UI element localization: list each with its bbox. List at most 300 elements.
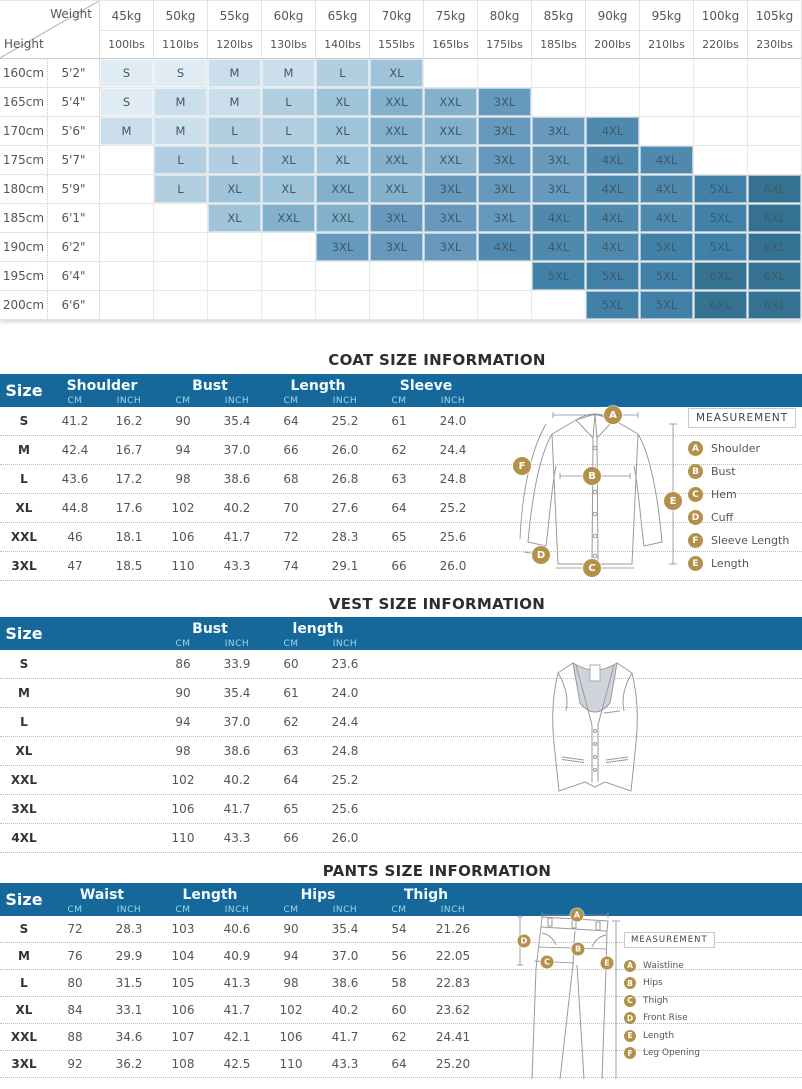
size-cell: XXL	[262, 204, 316, 233]
unit-cm-label: CM	[175, 638, 191, 649]
size-cell: 4XL	[532, 204, 586, 233]
size-cell: 3XL	[478, 117, 532, 146]
weight-lbs-header: 185lbs	[532, 31, 586, 59]
value-cell: 35.4	[223, 686, 251, 700]
weight-lbs-header: 210lbs	[640, 31, 694, 59]
legend-item	[688, 437, 802, 460]
empty-cell	[748, 146, 802, 175]
height-ft-label: 6'4"	[48, 262, 100, 291]
size-cell: 4XL	[586, 117, 640, 146]
vest-diagram	[540, 651, 650, 801]
size-matrix	[0, 0, 802, 320]
weight-kg-header: 80kg	[478, 1, 532, 31]
size-cell: XXL	[316, 204, 370, 233]
size-cell: 6XL	[694, 291, 748, 320]
height-ft-label: 5'7"	[48, 146, 100, 175]
size-cell: 3XL	[478, 88, 532, 117]
empty-cell	[586, 88, 640, 117]
empty-cell	[316, 262, 370, 291]
measure-badge-bust: B	[583, 467, 601, 485]
size-column-header: Size	[5, 624, 43, 643]
unit-inch-label: INCH	[224, 638, 250, 649]
empty-cell	[316, 291, 370, 320]
value-cell: 40.2	[331, 1003, 359, 1017]
value-cell: 104	[171, 949, 195, 963]
value-cell: 28.3	[115, 922, 143, 936]
coat-legend-items	[688, 437, 802, 575]
value-cell: 22.05	[435, 949, 471, 963]
value-cell: 25.6	[439, 530, 467, 544]
value-cell: 84	[67, 1003, 83, 1017]
value-cell: 41.3	[223, 976, 251, 990]
weight-kg-header: 45kg	[100, 1, 154, 31]
measure-badge-waistline: A	[571, 909, 584, 922]
weight-lbs-header: 120lbs	[208, 31, 262, 59]
value-cell: 76	[67, 949, 83, 963]
unit-cm-label: CM	[67, 395, 83, 406]
height-cm-label: 190cm	[0, 233, 48, 262]
value-cell: 41.7	[223, 802, 251, 816]
row-size-label: 4XL	[11, 831, 37, 845]
value-cell: 24.0	[331, 686, 359, 700]
size-cell: L	[208, 117, 262, 146]
height-cm-label: 195cm	[0, 262, 48, 291]
size-cell: M	[154, 117, 208, 146]
unit-cm-label: CM	[175, 904, 191, 915]
value-cell: 46	[67, 530, 83, 544]
height-cm-label: 185cm	[0, 204, 48, 233]
size-cell: 3XL	[532, 146, 586, 175]
height-ft-label: 6'2"	[48, 233, 100, 262]
size-cell: XL	[316, 146, 370, 175]
pants-measurement-diagram	[512, 909, 802, 1089]
legend-item	[688, 460, 802, 483]
value-cell: 38.6	[331, 976, 359, 990]
size-cell: 3XL	[532, 175, 586, 204]
empty-cell	[100, 262, 154, 291]
size-cell: 3XL	[424, 204, 478, 233]
size-cell: 6XL	[748, 175, 802, 204]
value-cell: 25.2	[439, 501, 467, 515]
unit-inch-label: INCH	[440, 904, 466, 915]
empty-cell	[208, 262, 262, 291]
table-row	[0, 679, 802, 708]
value-cell: 24.8	[439, 472, 467, 486]
empty-cell	[694, 146, 748, 175]
value-cell: 63	[391, 472, 407, 486]
value-cell: 103	[171, 922, 195, 936]
empty-cell	[586, 59, 640, 88]
value-cell: 42.1	[223, 1030, 251, 1044]
value-cell: 40.2	[223, 501, 251, 515]
row-size-label: L	[20, 472, 28, 486]
unit-inch-label: INCH	[332, 904, 358, 915]
value-cell: 42.4	[61, 443, 89, 457]
value-cell: 56	[391, 949, 407, 963]
empty-cell	[370, 291, 424, 320]
size-cell: 3XL	[370, 204, 424, 233]
size-cell: 6XL	[748, 204, 802, 233]
weight-kg-header: 65kg	[316, 1, 370, 31]
row-size-label: XL	[15, 744, 33, 758]
pants-legend-title: MEASUREMENT	[624, 932, 715, 948]
value-cell: 64	[391, 501, 407, 515]
value-cell: 62	[391, 443, 407, 457]
coat-header-bar	[0, 374, 802, 407]
size-cell: 3XL	[316, 233, 370, 262]
measure-key-badge: F	[688, 533, 703, 548]
value-cell: 98	[175, 472, 191, 486]
unit-inch-label: INCH	[224, 904, 250, 915]
group-header: Waist	[79, 886, 125, 903]
value-cell: 37.0	[223, 715, 251, 729]
table-row	[0, 824, 802, 853]
value-cell: 47	[67, 559, 83, 573]
empty-cell	[262, 262, 316, 291]
group-header: Sleeve	[399, 377, 453, 394]
height-axis-label: Height	[4, 37, 44, 51]
unit-inch-label: INCH	[332, 638, 358, 649]
size-cell: L	[262, 117, 316, 146]
coat-legend	[688, 406, 802, 575]
size-cell: 6XL	[748, 291, 802, 320]
measure-badge-length: E	[601, 957, 614, 970]
value-cell: 62	[391, 1030, 407, 1044]
weight-axis-label: Weight	[50, 7, 92, 21]
vest-title: VEST SIZE INFORMATION	[328, 595, 546, 613]
value-cell: 43.3	[223, 831, 251, 845]
empty-cell	[424, 59, 478, 88]
value-cell: 26.8	[331, 472, 359, 486]
measure-key-badge: D	[688, 510, 703, 525]
weight-lbs-header: 100lbs	[100, 31, 154, 59]
height-cm-label: 170cm	[0, 117, 48, 146]
unit-inch-label: INCH	[116, 904, 142, 915]
height-ft-label: 6'6"	[48, 291, 100, 320]
value-cell: 40.2	[223, 773, 251, 787]
table-row	[0, 795, 802, 824]
row-size-label: L	[20, 715, 28, 729]
value-cell: 90	[175, 414, 191, 428]
measure-key-badge: A	[624, 960, 636, 972]
value-cell: 64	[283, 414, 299, 428]
value-cell: 107	[171, 1030, 195, 1044]
value-cell: 43.6	[61, 472, 89, 486]
row-size-label: XL	[15, 1003, 33, 1017]
pants-legend-items	[624, 957, 802, 1062]
value-cell: 42.5	[223, 1057, 251, 1071]
size-cell: XXL	[370, 117, 424, 146]
value-cell: 58	[391, 976, 407, 990]
empty-cell	[262, 233, 316, 262]
row-size-label: M	[18, 686, 30, 700]
weight-kg-header: 85kg	[532, 1, 586, 31]
group-header: Thigh	[403, 886, 449, 903]
value-cell: 110	[171, 831, 195, 845]
unit-inch-label: INCH	[440, 395, 466, 406]
legend-item	[624, 975, 802, 993]
size-cell: M	[100, 117, 154, 146]
empty-cell	[370, 262, 424, 291]
legend-label: Thigh	[643, 995, 669, 1006]
weight-kg-header: 100kg	[694, 1, 748, 31]
measure-key-badge: E	[624, 1030, 636, 1042]
value-cell: 16.2	[115, 414, 143, 428]
unit-inch-label: INCH	[224, 395, 250, 406]
value-cell: 23.62	[435, 1003, 471, 1017]
coat-drawing	[490, 404, 690, 580]
value-cell: 25.2	[331, 773, 359, 787]
empty-cell	[100, 146, 154, 175]
value-cell: 43.3	[331, 1057, 359, 1071]
value-cell: 72	[67, 922, 83, 936]
value-cell: 25.6	[331, 802, 359, 816]
weight-lbs-header: 175lbs	[478, 31, 532, 59]
weight-kg-header: 75kg	[424, 1, 478, 31]
weight-lbs-header: 140lbs	[316, 31, 370, 59]
size-cell: 4XL	[478, 233, 532, 262]
value-cell: 60	[391, 1003, 407, 1017]
value-cell: 24.4	[439, 443, 467, 457]
size-cell: 4XL	[532, 233, 586, 262]
value-cell: 24.4	[331, 715, 359, 729]
weight-kg-header: 50kg	[154, 1, 208, 31]
size-cell: XXL	[370, 146, 424, 175]
size-cell: XXL	[316, 175, 370, 204]
value-cell: 18.5	[115, 559, 143, 573]
size-cell: M	[262, 59, 316, 88]
value-cell: 40.9	[223, 949, 251, 963]
value-cell: 102	[279, 1003, 303, 1017]
value-cell: 110	[279, 1057, 303, 1071]
size-column-header: Size	[5, 381, 43, 400]
size-cell: 4XL	[586, 204, 640, 233]
value-cell: 64	[391, 1057, 407, 1071]
size-cell: S	[100, 59, 154, 88]
unit-cm-label: CM	[175, 395, 191, 406]
height-ft-label: 5'9"	[48, 175, 100, 204]
table-row	[0, 766, 802, 795]
size-cell: 4XL	[586, 175, 640, 204]
unit-cm-label: CM	[283, 395, 299, 406]
value-cell: 90	[175, 686, 191, 700]
size-cell: 5XL	[640, 291, 694, 320]
size-cell: S	[100, 88, 154, 117]
size-cell: M	[154, 88, 208, 117]
pants-drawing	[512, 909, 642, 1089]
value-cell: 37.0	[223, 443, 251, 457]
weight-kg-header: 55kg	[208, 1, 262, 31]
pants-legend	[624, 927, 802, 1062]
value-cell: 106	[171, 1003, 195, 1017]
size-cell: 5XL	[640, 262, 694, 291]
measure-key-badge: B	[624, 977, 636, 989]
coat-legend-title: MEASUREMENT	[688, 408, 796, 428]
value-cell: 23.6	[331, 657, 359, 671]
size-cell: XL	[370, 59, 424, 88]
value-cell: 26.0	[331, 831, 359, 845]
legend-label: Length	[711, 557, 749, 570]
value-cell: 26.0	[331, 443, 359, 457]
measure-badge-thigh: C	[541, 956, 554, 969]
size-cell: XXL	[424, 146, 478, 175]
measure-badge-hips: B	[572, 943, 585, 956]
size-cell: L	[208, 146, 262, 175]
pants-section	[0, 853, 802, 1078]
group-header: length	[292, 620, 344, 637]
size-cell: 4XL	[640, 146, 694, 175]
legend-label: Hem	[711, 488, 737, 501]
size-cell: XL	[262, 146, 316, 175]
value-cell: 21.26	[435, 922, 471, 936]
empty-cell	[694, 88, 748, 117]
empty-cell	[532, 59, 586, 88]
height-cm-label: 160cm	[0, 59, 48, 88]
value-cell: 66	[391, 559, 407, 573]
value-cell: 94	[175, 715, 191, 729]
row-size-label: 3XL	[11, 802, 37, 816]
measure-key-badge: A	[688, 441, 703, 456]
value-cell: 33.1	[115, 1003, 143, 1017]
value-cell: 36.2	[115, 1057, 143, 1071]
coat-title: COAT SIZE INFORMATION	[328, 351, 546, 369]
value-cell: 31.5	[115, 976, 143, 990]
value-cell: 66	[283, 443, 299, 457]
size-cell: XL	[262, 175, 316, 204]
size-cell: 6XL	[748, 262, 802, 291]
legend-label: Leg Opening	[643, 1048, 700, 1059]
height-ft-label: 5'2"	[48, 59, 100, 88]
weight-lbs-header: 220lbs	[694, 31, 748, 59]
empty-cell	[478, 291, 532, 320]
value-cell: 28.3	[331, 530, 359, 544]
height-cm-label: 175cm	[0, 146, 48, 175]
row-size-label: S	[19, 414, 29, 428]
row-size-label: XL	[15, 501, 33, 515]
empty-cell	[532, 291, 586, 320]
value-cell: 25.20	[435, 1057, 471, 1071]
legend-label: Cuff	[711, 511, 734, 524]
size-cell: 3XL	[424, 175, 478, 204]
row-size-label: XXL	[10, 1030, 38, 1044]
empty-cell	[748, 117, 802, 146]
weight-lbs-header: 130lbs	[262, 31, 316, 59]
size-cell: L	[262, 88, 316, 117]
value-cell: 25.2	[331, 414, 359, 428]
size-cell: 5XL	[640, 233, 694, 262]
row-size-label: L	[20, 976, 28, 990]
row-size-label: 3XL	[11, 1057, 37, 1071]
value-cell: 80	[67, 976, 83, 990]
weight-lbs-header: 200lbs	[586, 31, 640, 59]
value-cell: 24.8	[331, 744, 359, 758]
empty-cell	[154, 204, 208, 233]
value-cell: 38.6	[223, 472, 251, 486]
value-cell: 63	[283, 744, 299, 758]
value-cell: 105	[171, 976, 195, 990]
value-cell: 34.6	[115, 1030, 143, 1044]
row-size-label: XXL	[10, 530, 38, 544]
empty-cell	[154, 262, 208, 291]
size-cell: 6XL	[694, 262, 748, 291]
value-cell: 74	[283, 559, 299, 573]
value-cell: 98	[175, 744, 191, 758]
value-cell: 92	[67, 1057, 83, 1071]
value-cell: 43.3	[223, 559, 251, 573]
group-header: Shoulder	[66, 377, 138, 394]
weight-kg-header: 70kg	[370, 1, 424, 31]
size-cell: XXL	[370, 175, 424, 204]
height-ft-label: 6'1"	[48, 204, 100, 233]
value-cell: 41.7	[223, 1003, 251, 1017]
size-cell: 4XL	[586, 146, 640, 175]
size-cell: 3XL	[478, 175, 532, 204]
empty-cell	[100, 175, 154, 204]
value-cell: 94	[283, 949, 299, 963]
size-cell: XL	[208, 204, 262, 233]
value-cell: 62	[283, 715, 299, 729]
legend-item	[688, 529, 802, 552]
legend-item	[688, 552, 802, 575]
value-cell: 106	[279, 1030, 303, 1044]
empty-cell	[208, 233, 262, 262]
empty-cell	[154, 291, 208, 320]
value-cell: 94	[175, 443, 191, 457]
coat-section	[0, 320, 802, 581]
unit-cm-label: CM	[67, 904, 83, 915]
empty-cell	[478, 262, 532, 291]
empty-cell	[100, 204, 154, 233]
value-cell: 35.4	[331, 922, 359, 936]
legend-label: Shoulder	[711, 442, 760, 455]
empty-cell	[100, 291, 154, 320]
value-cell: 18.1	[115, 530, 143, 544]
unit-inch-label: INCH	[116, 395, 142, 406]
size-cell: S	[154, 59, 208, 88]
weight-lbs-header: 155lbs	[370, 31, 424, 59]
height-cm-label: 165cm	[0, 88, 48, 117]
legend-label: Hips	[643, 978, 663, 989]
vest-drawing	[540, 651, 650, 801]
value-cell: 41.7	[223, 530, 251, 544]
size-cell: L	[154, 146, 208, 175]
empty-cell	[424, 262, 478, 291]
empty-cell	[100, 233, 154, 262]
weight-kg-header: 90kg	[586, 1, 640, 31]
value-cell: 24.0	[439, 414, 467, 428]
size-cell: L	[316, 59, 370, 88]
value-cell: 106	[171, 802, 195, 816]
empty-cell	[694, 59, 748, 88]
row-size-label: S	[19, 657, 29, 671]
legend-item	[624, 957, 802, 975]
empty-cell	[208, 291, 262, 320]
measure-key-badge: B	[688, 464, 703, 479]
legend-item	[624, 1010, 802, 1028]
value-cell: 65	[283, 802, 299, 816]
weight-kg-header: 105kg	[748, 1, 802, 31]
legend-item	[624, 1027, 802, 1045]
value-cell: 44.8	[61, 501, 89, 515]
value-cell: 33.9	[223, 657, 251, 671]
measure-key-badge: C	[688, 487, 703, 502]
size-cell: 3XL	[424, 233, 478, 262]
size-cell: 3XL	[532, 117, 586, 146]
weight-lbs-header: 110lbs	[154, 31, 208, 59]
measure-badge-cuff: D	[532, 546, 550, 564]
weight-kg-header: 60kg	[262, 1, 316, 31]
height-ft-label: 5'6"	[48, 117, 100, 146]
